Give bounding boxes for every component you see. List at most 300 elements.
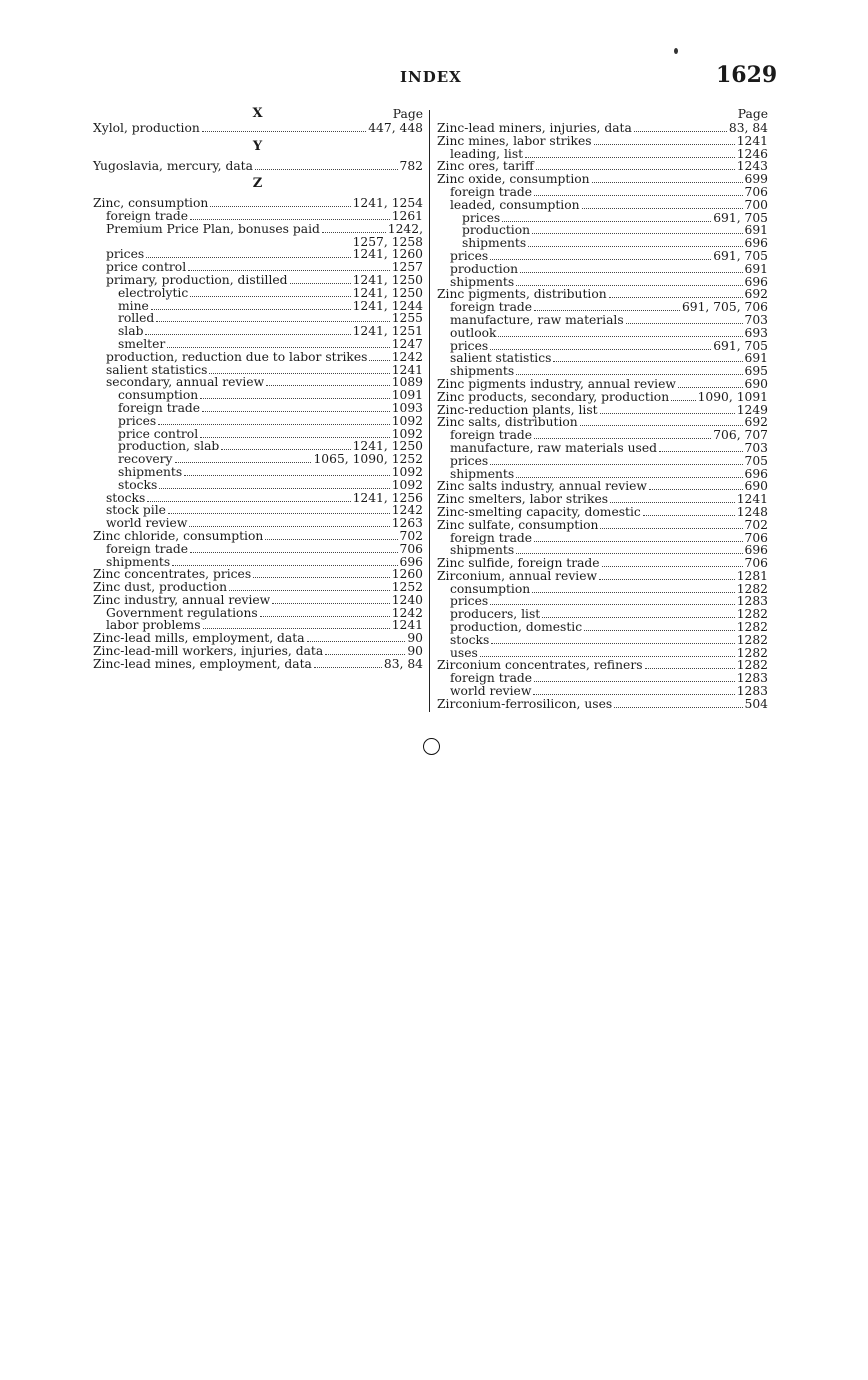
dot-leader (594, 136, 735, 145)
dot-leader (580, 417, 743, 426)
entry-label: Zirconium concentrates, refiners (437, 658, 643, 673)
entry-pages: 693 (744, 325, 768, 340)
section-letter: X (252, 106, 264, 121)
entry-label: Zinc pigments industry, annual review (437, 376, 676, 391)
entry-label: secondary, annual review (106, 375, 265, 390)
end-of-index-circle-icon (423, 738, 440, 755)
dot-leader (582, 200, 743, 209)
entry-pages: 706 (744, 184, 768, 199)
entry-pages: 83, 84 (383, 656, 423, 671)
entry-label: stocks (450, 632, 490, 647)
dot-leader (610, 494, 735, 503)
entry-pages: 696 (744, 274, 768, 289)
entry-label: Zinc-lead-mill workers, injuries, data (93, 644, 324, 659)
entry-pages: 1241 (736, 133, 768, 148)
entry-pages: 1257 (391, 260, 423, 275)
entry-pages: 1241 (391, 362, 423, 377)
entry-label: Premium Price Plan, bonuses paid (106, 221, 320, 236)
index-entry (93, 122, 423, 135)
entry-label: Zinc sulfate, consumption (437, 517, 599, 532)
entry-pages: 696 (744, 236, 768, 251)
entry-pages: 1093 (391, 400, 423, 415)
index-entry (437, 429, 768, 442)
entry-label: foreign trade (450, 428, 533, 443)
index-entry (93, 645, 423, 658)
dot-leader (167, 339, 389, 348)
dot-leader (325, 646, 405, 655)
entry-label: shipments (450, 543, 515, 558)
index-entry (93, 543, 423, 556)
dot-leader (532, 225, 742, 234)
entry-label: shipments (450, 364, 515, 379)
entry-pages: 1247 (391, 336, 423, 351)
dot-leader (516, 545, 742, 554)
dot-leader (151, 301, 351, 310)
entry-label: production (462, 223, 531, 238)
index-entry (437, 327, 768, 340)
entry-label: prices (450, 338, 489, 353)
dot-leader (210, 198, 350, 207)
entry-label: Zinc chloride, consumption (93, 528, 264, 543)
dot-leader (534, 430, 711, 439)
dot-leader (649, 481, 743, 490)
entry-label: world review (450, 684, 532, 699)
entry-pages: 1283 (736, 684, 768, 699)
dot-leader (265, 531, 397, 540)
index-entry (93, 351, 423, 364)
entry-label: prices (106, 247, 145, 262)
index-entry (93, 338, 423, 351)
index-entry (437, 250, 768, 263)
dot-leader (175, 454, 312, 463)
index-entry (437, 186, 768, 199)
entry-label: Government regulations (106, 605, 258, 620)
entry-pages: 691, 705 (713, 338, 768, 353)
index-entry (437, 378, 768, 391)
right-column (437, 108, 768, 711)
entry-pages: 702 (399, 528, 423, 543)
entry-pages: 706 (744, 556, 768, 571)
dot-leader (600, 405, 735, 414)
entry-label: production, domestic (450, 620, 583, 635)
index-entry (437, 135, 768, 148)
entry-pages: 692 (744, 287, 768, 302)
entry-pages: 690 (744, 376, 768, 391)
entry-pages: 706 (399, 541, 423, 556)
index-entry (437, 199, 768, 212)
entry-label: Zinc-smelting capacity, domestic (437, 504, 641, 519)
entry-pages: 705 (744, 453, 768, 468)
entry-label: Zinc salts industry, annual review (437, 479, 647, 494)
entry-label: price control (106, 260, 187, 275)
dot-leader (314, 659, 382, 668)
dot-leader (322, 224, 386, 233)
dot-leader (533, 686, 734, 695)
entry-pages: 1282 (736, 620, 768, 635)
index-entry (437, 519, 768, 532)
index-entry (93, 274, 423, 287)
dot-leader (190, 544, 397, 553)
entry-pages: 1282 (736, 581, 768, 596)
entry-pages: 1255 (391, 311, 423, 326)
entry-pages: 1242, (387, 221, 423, 236)
entry-pages: 1260 (391, 567, 423, 582)
dot-leader (272, 595, 390, 604)
dot-leader (202, 123, 366, 132)
entry-label: slab (118, 324, 144, 339)
dot-leader (491, 635, 734, 644)
entry-label: leaded, consumption (450, 197, 580, 212)
entry-pages: 1065, 1090, 1252 (313, 452, 423, 467)
section-letter: Z (252, 176, 264, 192)
index-entry (93, 517, 423, 530)
dot-leader (189, 518, 389, 527)
index-entry (93, 402, 423, 415)
entry-pages: 1261 (391, 208, 423, 223)
entry-pages: 1092 (391, 464, 423, 479)
dot-leader (532, 584, 735, 593)
entry-label: stock pile (106, 503, 166, 518)
entry-pages: 691, 705 (713, 210, 768, 225)
entry-pages: 1092 (391, 477, 423, 492)
entry-pages-continued: 1257, 1258 (352, 234, 423, 249)
entry-pages: 706 (744, 530, 768, 545)
entry-pages: 1246 (736, 146, 768, 161)
dot-leader (158, 416, 390, 425)
dot-leader (614, 699, 742, 708)
dot-leader (255, 161, 398, 170)
entry-pages: 1241 (736, 492, 768, 507)
entry-label: salient statistics (106, 362, 208, 377)
entry-pages: 1241, 1250 (352, 439, 423, 454)
entry-pages: 90 (407, 644, 423, 659)
dot-leader (307, 633, 406, 642)
entry-label: Zinc-lead miners, injuries, data (437, 121, 632, 135)
entry-pages: 90 (407, 631, 423, 646)
entry-pages: 1241, 1250 (352, 285, 423, 300)
dot-leader (490, 341, 711, 350)
entry-pages: 1282 (736, 607, 768, 622)
entry-label: foreign trade (450, 671, 533, 686)
dot-leader (516, 366, 742, 375)
dot-leader (190, 211, 390, 220)
entry-label: mine (118, 298, 149, 313)
dot-leader (253, 569, 390, 578)
entry-pages: 1241, 1256 (352, 490, 423, 505)
entry-pages: 1283 (736, 671, 768, 686)
entry-label: foreign trade (106, 208, 189, 223)
dot-leader (145, 326, 350, 335)
dot-leader (592, 174, 743, 183)
entry-label: primary, production, distilled (106, 272, 288, 287)
entry-label: Zirconium, annual review (437, 568, 597, 583)
entry-pages: 1241, 1260 (352, 247, 423, 262)
entry-pages: 692 (744, 415, 768, 430)
index-entry (437, 391, 768, 404)
dot-leader (190, 288, 350, 297)
entry-label: electrolytic (118, 285, 189, 300)
entry-label: Zinc smelters, labor strikes (437, 492, 609, 507)
entry-pages: 1090, 1091 (697, 389, 768, 404)
entry-label: foreign trade (450, 184, 533, 199)
dot-leader (584, 622, 735, 631)
dot-leader (266, 377, 390, 386)
index-entry (437, 621, 768, 634)
index-entry (93, 581, 423, 594)
entry-label: manufacture, raw materials (450, 312, 624, 327)
entry-label: Zinc concentrates, prices (93, 567, 252, 582)
dot-leader (643, 507, 735, 516)
dot-leader (369, 352, 389, 361)
entry-pages: 703 (744, 440, 768, 455)
entry-pages: 1248 (736, 504, 768, 519)
dot-leader (221, 441, 350, 450)
entry-pages: 696 (399, 554, 423, 569)
entry-label: Zinc-lead mines, employment, data (93, 656, 312, 671)
dot-leader (678, 379, 743, 388)
entry-pages: 691, 705 (713, 248, 768, 263)
entry-label: outlook (450, 325, 497, 340)
index-entry (437, 263, 768, 276)
index-entry (437, 506, 768, 519)
entry-label: production, reduction due to labor strikes (106, 349, 368, 364)
entry-label: manufacture, raw materials used (450, 440, 657, 455)
dot-leader (626, 315, 743, 324)
entry-pages: 1241, 1251 (352, 324, 423, 339)
entry-pages: 447, 448 (368, 121, 423, 135)
entry-pages: 695 (744, 364, 768, 379)
entry-pages: 1242 (391, 503, 423, 518)
entry-pages: 691 (744, 351, 768, 366)
entry-pages: 1281 (736, 568, 768, 583)
entry-label: shipments (118, 464, 183, 479)
entry-label: Zinc-reduction plants, list (437, 402, 598, 417)
entry-pages: 691 (744, 261, 768, 276)
index-entry (437, 634, 768, 647)
entry-label: prices (450, 453, 489, 468)
entry-label: Zinc mines, labor strikes (437, 133, 592, 148)
entry-label: production, slab (118, 439, 220, 454)
index-entry (93, 453, 423, 466)
index-entry (93, 223, 423, 236)
dot-leader (542, 609, 734, 618)
entry-label: consumption (450, 581, 531, 596)
entry-label: foreign trade (118, 400, 201, 415)
entry-label: recovery (118, 452, 173, 467)
entry-pages: 1282 (736, 645, 768, 660)
entry-label: Zinc products, secondary, production (437, 389, 670, 404)
dot-leader (516, 277, 742, 286)
page-column-label: Page (737, 107, 768, 121)
column-divider (429, 110, 430, 712)
index-entry (437, 570, 768, 583)
dot-leader (498, 328, 742, 337)
dot-leader (520, 264, 742, 273)
entry-pages: 504 (744, 696, 768, 711)
entry-label: uses (450, 645, 478, 660)
entry-pages: 1092 (391, 426, 423, 441)
dot-leader (209, 365, 389, 374)
entry-label: shipments (450, 466, 515, 481)
dot-leader (525, 149, 735, 158)
entry-label: prices (450, 594, 489, 609)
entry-pages: 696 (744, 466, 768, 481)
entry-pages: 1241 (391, 618, 423, 633)
entry-label: stocks (106, 490, 146, 505)
entry-pages: 1283 (736, 594, 768, 609)
dot-leader (536, 161, 735, 170)
entry-label: shipments (450, 274, 515, 289)
index-entry (437, 698, 768, 711)
entry-label: stocks (118, 477, 158, 492)
dot-leader (290, 275, 351, 284)
entry-label: Zinc pigments, distribution (437, 287, 607, 302)
entry-label: Zinc industry, annual review (93, 592, 271, 607)
entry-pages: 699 (744, 172, 768, 187)
index-entry (93, 415, 423, 428)
entry-label: foreign trade (450, 300, 533, 315)
entry-label: Xylol, production (93, 121, 200, 135)
entry-label: salient statistics (450, 351, 552, 366)
entry-pages: 700 (744, 197, 768, 212)
header-title: INDEX (400, 68, 462, 86)
page-column-label: Page (392, 107, 423, 121)
dot-leader (659, 443, 743, 452)
entry-label: smelter (118, 336, 166, 351)
dot-leader (528, 238, 742, 247)
ink-speck (674, 48, 678, 54)
index-entry (93, 530, 423, 543)
entry-label: production (450, 261, 519, 276)
dot-leader (260, 608, 390, 617)
entry-label: Zinc salts, distribution (437, 415, 578, 430)
dot-leader (599, 571, 735, 580)
entry-pages: 1282 (736, 632, 768, 647)
entry-pages: 782 (399, 158, 423, 173)
entry-label: Zinc sulfide, foreign trade (437, 556, 600, 571)
entry-label: Yugoslavia, mercury, data (93, 158, 253, 173)
entry-pages: 1241, 1250 (352, 272, 423, 287)
entry-pages: 702 (744, 517, 768, 532)
entry-pages: 1282 (736, 658, 768, 673)
entry-label: world review (106, 516, 188, 531)
section-letter: Y (252, 138, 264, 154)
index-entry (93, 287, 423, 300)
entry-label: Zinc oxide, consumption (437, 172, 590, 187)
entry-label: prices (450, 248, 489, 263)
entry-pages: 1241, 1254 (352, 196, 423, 211)
entry-pages: 691 (744, 223, 768, 238)
dot-leader (490, 596, 735, 605)
entry-pages: 83, 84 (728, 121, 768, 135)
dot-leader (490, 456, 742, 465)
entry-label: leading, list (450, 146, 524, 161)
entry-label: Zinc, consumption (93, 196, 209, 211)
entry-pages: 696 (744, 543, 768, 558)
entry-pages: 1089 (391, 375, 423, 390)
entry-pages: 1252 (391, 580, 423, 595)
entry-label: prices (462, 210, 501, 225)
dot-leader (156, 313, 389, 322)
dot-leader (147, 493, 350, 502)
entry-label: Zinc-lead mills, employment, data (93, 631, 305, 646)
dot-leader (200, 429, 390, 438)
index-entry (437, 314, 768, 327)
entry-pages: 1249 (736, 402, 768, 417)
dot-leader (203, 620, 390, 629)
dot-leader (229, 582, 390, 591)
entry-label: Zirconium-ferrosilicon, uses (437, 696, 613, 711)
dot-leader (146, 249, 350, 258)
entry-pages: 703 (744, 312, 768, 327)
dot-leader (172, 557, 397, 566)
dot-leader (200, 390, 390, 399)
index-entry (437, 557, 768, 570)
dot-leader (490, 251, 711, 260)
dot-leader (168, 505, 390, 514)
dot-leader (188, 262, 390, 271)
entry-label: foreign trade (450, 530, 533, 545)
dot-leader (609, 289, 743, 298)
entry-label: producers, list (450, 607, 541, 622)
dot-leader (553, 353, 742, 362)
dot-leader (516, 469, 742, 478)
index-entry (437, 455, 768, 468)
index-entry (437, 685, 768, 698)
dot-leader (602, 558, 743, 567)
entry-pages: 690 (744, 479, 768, 494)
dot-leader (159, 480, 389, 489)
dot-leader (534, 187, 742, 196)
entry-pages: 1241, 1244 (352, 298, 423, 313)
dot-leader (534, 533, 742, 542)
index-entry (437, 493, 768, 506)
dot-leader (534, 673, 735, 682)
entry-label: prices (118, 413, 157, 428)
entry-pages: 1091 (391, 388, 423, 403)
entry-pages: 706, 707 (713, 428, 768, 443)
entry-pages: 1092 (391, 413, 423, 428)
dot-leader (645, 660, 735, 669)
index-entry (437, 122, 768, 135)
entry-pages: 1240 (391, 592, 423, 607)
entry-pages: 1242 (391, 349, 423, 364)
dot-leader (480, 648, 735, 657)
entry-label: Zinc dust, production (93, 580, 228, 595)
index-entry (93, 658, 423, 671)
entry-label: shipments (106, 554, 171, 569)
index-entry (93, 210, 423, 223)
dot-leader (671, 392, 695, 401)
entry-label: consumption (118, 388, 199, 403)
entry-label: price control (118, 426, 199, 441)
page-number: 1629 (716, 62, 778, 88)
entry-label: foreign trade (106, 541, 189, 556)
index-entry (437, 442, 768, 455)
index-entry (93, 160, 423, 173)
entry-label: labor problems (106, 618, 201, 633)
left-column (93, 108, 423, 671)
entry-pages: 1242 (391, 605, 423, 620)
index-entry (93, 594, 423, 607)
entry-label: Zinc ores, tariff (437, 159, 534, 174)
entry-label: shipments (462, 236, 527, 251)
dot-leader (184, 467, 390, 476)
index-entry (93, 479, 423, 492)
entry-pages: 691, 705, 706 (681, 300, 768, 315)
dot-leader (600, 520, 742, 529)
dot-leader (502, 213, 711, 222)
